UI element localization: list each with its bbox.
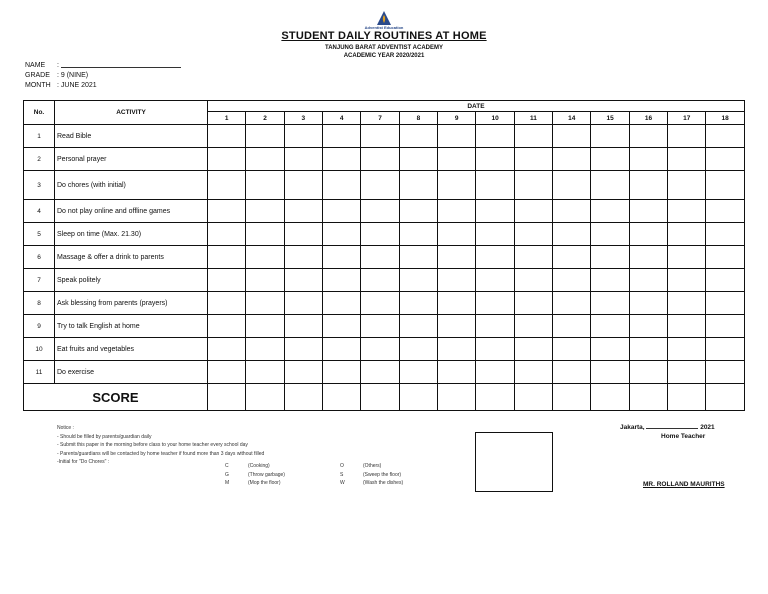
score-cell[interactable] [323,384,361,411]
score-cell[interactable] [246,384,284,411]
flame-logo-icon [375,10,393,26]
check-cell[interactable] [476,269,514,292]
activity-row [24,200,745,223]
check-cell[interactable] [284,200,322,223]
check-cell[interactable] [514,200,552,223]
check-cell[interactable] [208,246,246,269]
chore-codes-left [225,462,285,488]
score-cell[interactable] [476,384,514,411]
signature-year: 2021 [700,424,715,431]
activity-name: Sleep on time (Max. 21.30) [55,223,208,246]
check-cell[interactable] [399,200,437,223]
check-cell[interactable] [284,171,322,200]
check-cell[interactable] [438,338,476,361]
check-cell[interactable] [629,223,667,246]
check-cell[interactable] [514,148,552,171]
activity-row [24,246,745,269]
check-cell[interactable] [284,292,322,315]
check-cell[interactable] [323,200,361,223]
check-cell[interactable] [476,361,514,384]
score-cell[interactable] [629,384,667,411]
check-cell[interactable] [323,223,361,246]
check-cell[interactable] [553,338,591,361]
name-field[interactable] [61,61,181,68]
check-cell[interactable] [361,269,399,292]
check-cell[interactable] [629,361,667,384]
check-cell[interactable] [361,200,399,223]
check-cell[interactable] [591,292,629,315]
check-cell[interactable] [706,292,744,315]
check-cell[interactable] [323,292,361,315]
activity-name: Ask blessing from parents (prayers) [55,292,208,315]
notice-line: - Submit this paper in the morning before class to your home teacher every school day [57,442,248,448]
check-cell[interactable] [438,292,476,315]
activity-name: Do chores (with initial) [55,171,208,200]
row-number: 11 [24,361,55,384]
check-cell[interactable] [246,148,284,171]
activity-row [24,148,745,171]
chore-desc: (Mop the floor) [248,480,281,486]
check-cell[interactable] [438,171,476,200]
check-cell[interactable] [591,125,629,148]
check-cell[interactable] [553,200,591,223]
check-cell[interactable] [208,148,246,171]
row-number: 1 [24,125,55,148]
check-cell[interactable] [284,125,322,148]
check-cell[interactable] [246,338,284,361]
check-cell[interactable] [706,148,744,171]
row-number: 8 [24,292,55,315]
check-cell[interactable] [323,315,361,338]
check-cell[interactable] [438,246,476,269]
check-cell[interactable] [591,200,629,223]
chore-code: C [225,463,229,469]
row-number: 6 [24,246,55,269]
check-cell[interactable] [514,171,552,200]
check-cell[interactable] [629,148,667,171]
check-cell[interactable] [514,361,552,384]
row-number: 3 [24,171,55,200]
check-cell[interactable] [323,269,361,292]
check-cell[interactable] [284,361,322,384]
check-cell[interactable] [591,171,629,200]
check-cell[interactable] [553,269,591,292]
check-cell[interactable] [323,148,361,171]
grade-label: GRADE [25,72,50,79]
check-cell[interactable] [208,338,246,361]
notice-line: - Should be filled by parents/guardian daily [57,433,152,440]
name-value: : [57,62,59,69]
check-cell[interactable] [514,315,552,338]
chore-desc: (Throw garbage) [248,471,285,478]
notice-line: - Parents/guardians will be contacted by home teacher if found more than 3 days without filled [57,450,265,457]
check-cell[interactable] [476,292,514,315]
notice-section [57,424,264,467]
activity-name: Personal prayer [55,148,208,171]
check-cell[interactable] [668,292,706,315]
student-info [25,61,181,91]
check-cell[interactable] [361,361,399,384]
check-cell[interactable] [553,125,591,148]
check-cell[interactable] [323,246,361,269]
check-cell[interactable] [591,315,629,338]
check-cell[interactable] [706,223,744,246]
check-cell[interactable] [668,148,706,171]
check-cell[interactable] [553,292,591,315]
score-cell[interactable] [706,384,744,411]
check-cell[interactable] [246,315,284,338]
check-cell[interactable] [629,292,667,315]
date-column-header: 15 [591,112,629,125]
check-cell[interactable] [706,338,744,361]
check-cell[interactable] [361,338,399,361]
check-cell[interactable] [668,223,706,246]
check-cell[interactable] [399,315,437,338]
check-cell[interactable] [706,315,744,338]
school-logo [360,10,408,30]
check-cell[interactable] [476,171,514,200]
check-cell[interactable] [399,223,437,246]
check-cell[interactable] [246,269,284,292]
check-cell[interactable] [323,171,361,200]
check-cell[interactable] [476,223,514,246]
activity-name: Speak politely [55,269,208,292]
school-name: TANJUNG BARAT ADVENTIST ACADEMY [325,45,443,51]
date-column-header: 7 [361,112,399,125]
check-cell[interactable] [284,338,322,361]
chore-desc: (Wash the dishes) [363,480,404,486]
date-column-header: 1 [208,112,246,125]
date-column-header: 17 [668,112,706,125]
check-cell[interactable] [399,171,437,200]
check-cell[interactable] [591,361,629,384]
grade-value: : 9 (NINE) [57,72,89,79]
check-cell[interactable] [629,338,667,361]
activity-row [24,269,745,292]
check-cell[interactable] [514,269,552,292]
check-cell[interactable] [399,148,437,171]
activity-row [24,315,745,338]
check-cell[interactable] [361,148,399,171]
check-cell[interactable] [246,361,284,384]
check-cell[interactable] [399,292,437,315]
check-cell[interactable] [591,338,629,361]
date-column-header: 14 [553,112,591,125]
chore-code: G [225,471,229,478]
score-cell[interactable] [438,384,476,411]
check-cell[interactable] [361,315,399,338]
check-cell[interactable] [706,361,744,384]
check-cell[interactable] [208,361,246,384]
check-cell[interactable] [706,171,744,200]
check-cell[interactable] [553,246,591,269]
check-cell[interactable] [668,171,706,200]
routine-table [23,100,745,411]
check-cell[interactable] [246,223,284,246]
check-cell[interactable] [361,246,399,269]
check-cell[interactable] [553,171,591,200]
row-number: 4 [24,200,55,223]
chore-code: W [340,480,345,486]
check-cell[interactable] [438,315,476,338]
check-cell[interactable] [438,361,476,384]
page-title: STUDENT DAILY ROUTINES AT HOME [281,30,487,42]
notice-line: -Initial for "Do Chores" : [57,459,110,465]
check-cell[interactable] [323,361,361,384]
check-cell[interactable] [476,315,514,338]
check-cell[interactable] [553,148,591,171]
check-cell[interactable] [246,125,284,148]
check-cell[interactable] [246,246,284,269]
check-cell[interactable] [399,246,437,269]
activity-name: Read Bible [55,125,208,148]
check-cell[interactable] [476,148,514,171]
notice-title: Notice : [57,425,74,431]
check-cell[interactable] [514,338,552,361]
check-cell[interactable] [706,200,744,223]
date-column-header: 9 [438,112,476,125]
score-cell[interactable] [399,384,437,411]
check-cell[interactable] [514,246,552,269]
check-cell[interactable] [591,269,629,292]
activity-name: Eat fruits and vegetables [55,338,208,361]
check-cell[interactable] [361,125,399,148]
activity-name: Do exercise [55,361,208,384]
date-column-header: 10 [476,112,514,125]
check-cell[interactable] [629,125,667,148]
teacher-role: Home Teacher [661,433,706,440]
check-cell[interactable] [476,200,514,223]
check-cell[interactable] [323,125,361,148]
check-cell[interactable] [591,148,629,171]
check-cell[interactable] [629,246,667,269]
check-cell[interactable] [476,338,514,361]
check-cell[interactable] [208,223,246,246]
check-cell[interactable] [629,171,667,200]
check-cell[interactable] [361,223,399,246]
month-value: : JUNE 2021 [57,82,97,89]
signature-date-line [620,423,750,431]
chore-code: M [225,480,230,486]
check-cell[interactable] [553,361,591,384]
activity-row [24,361,745,384]
check-cell[interactable] [629,315,667,338]
score-cell[interactable] [553,384,591,411]
row-number: 7 [24,269,55,292]
activity-name: Massage & offer a drink to parents [55,246,208,269]
date-column-header: 11 [514,112,552,125]
teacher-name: MR. ROLLAND MAURITHS [643,481,725,488]
check-cell[interactable] [591,246,629,269]
score-cell[interactable] [514,384,552,411]
signature-date-blank[interactable] [646,423,698,429]
check-cell[interactable] [514,292,552,315]
date-column-header: 2 [246,112,284,125]
check-cell[interactable] [246,292,284,315]
academic-year: ACADEMIC YEAR 2020/2021 [343,53,425,59]
check-cell[interactable] [323,338,361,361]
check-cell[interactable] [668,315,706,338]
check-cell[interactable] [208,200,246,223]
date-column-header: 4 [323,112,361,125]
row-number: 5 [24,223,55,246]
check-cell[interactable] [284,315,322,338]
check-cell[interactable] [284,223,322,246]
check-cell[interactable] [706,269,744,292]
check-cell[interactable] [246,171,284,200]
check-cell[interactable] [361,292,399,315]
parent-signature-box[interactable] [475,432,553,492]
score-cell[interactable] [361,384,399,411]
chore-desc: (Others) [363,463,382,469]
activity-row [24,125,745,148]
check-cell[interactable] [208,269,246,292]
check-cell[interactable] [668,338,706,361]
chore-code: S [340,471,344,478]
activity-row [24,171,745,200]
col-no-header: No. [24,101,55,125]
name-label: NAME [25,62,46,69]
signature-place: Jakarta, [620,424,645,431]
score-row [24,384,745,411]
check-cell[interactable] [476,125,514,148]
check-cell[interactable] [246,200,284,223]
check-cell[interactable] [668,361,706,384]
check-cell[interactable] [629,269,667,292]
logo-text: Adventist Education [364,25,404,30]
check-cell[interactable] [668,269,706,292]
chore-codes-right [340,462,403,488]
score-cell[interactable] [591,384,629,411]
activity-row [24,338,745,361]
check-cell[interactable] [438,223,476,246]
check-cell[interactable] [553,315,591,338]
date-column-header: 8 [399,112,437,125]
check-cell[interactable] [399,338,437,361]
check-cell[interactable] [208,315,246,338]
check-cell[interactable] [399,361,437,384]
check-cell[interactable] [553,223,591,246]
check-cell[interactable] [284,148,322,171]
col-activity-header: ACTIVITY [55,101,208,125]
month-label: MONTH [25,82,51,89]
score-cell[interactable] [668,384,706,411]
date-column-header: 16 [629,112,667,125]
check-cell[interactable] [208,125,246,148]
row-number: 9 [24,315,55,338]
chore-desc: (Sweep the floor) [363,471,402,478]
check-cell[interactable] [438,269,476,292]
check-cell[interactable] [208,292,246,315]
check-cell[interactable] [476,246,514,269]
check-cell[interactable] [361,171,399,200]
chore-code: O [340,463,344,469]
score-cell[interactable] [208,384,246,411]
date-column-header: 18 [706,112,744,125]
row-number: 10 [24,338,55,361]
check-cell[interactable] [706,125,744,148]
row-number: 2 [24,148,55,171]
check-cell[interactable] [438,200,476,223]
check-cell[interactable] [668,246,706,269]
check-cell[interactable] [629,200,667,223]
check-cell[interactable] [591,223,629,246]
col-date-header: DATE [208,101,745,112]
check-cell[interactable] [399,125,437,148]
check-cell[interactable] [284,246,322,269]
check-cell[interactable] [438,125,476,148]
check-cell[interactable] [208,171,246,200]
check-cell[interactable] [514,223,552,246]
activity-name: Try to talk English at home [55,315,208,338]
check-cell[interactable] [668,125,706,148]
score-cell[interactable] [284,384,322,411]
check-cell[interactable] [399,269,437,292]
check-cell[interactable] [668,200,706,223]
activity-row [24,292,745,315]
check-cell[interactable] [514,125,552,148]
activity-row [24,223,745,246]
score-label: SCORE [24,384,208,411]
activity-name: Do not play online and offline games [55,200,208,223]
date-column-header: 3 [284,112,322,125]
check-cell[interactable] [438,148,476,171]
check-cell[interactable] [706,246,744,269]
check-cell[interactable] [284,269,322,292]
chore-desc: (Cooking) [248,463,270,469]
